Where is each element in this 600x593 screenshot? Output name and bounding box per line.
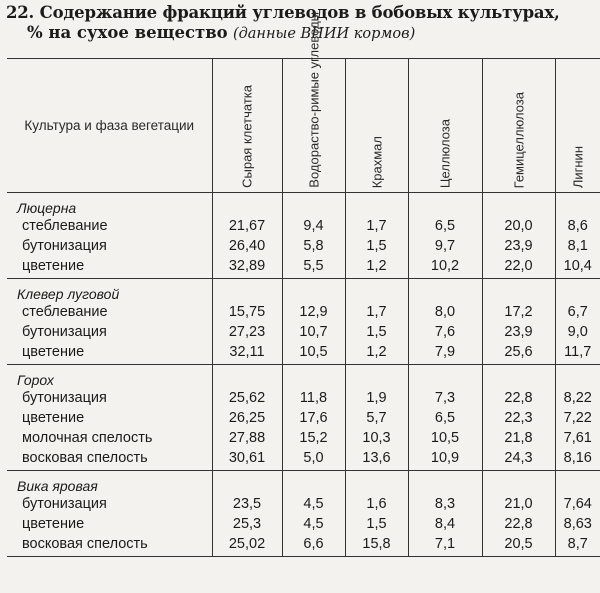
value-cell: 15,8 (345, 534, 408, 557)
table-body (7, 193, 600, 557)
value-cell: 9,7 (408, 236, 482, 256)
table-row (7, 408, 600, 428)
value-cell: 4,5 (282, 494, 345, 514)
value-cell: 26,25 (212, 408, 282, 428)
value-cell: 26,40 (212, 236, 282, 256)
header-crude-fiber: Сырая клетчатка (239, 85, 255, 188)
value-cell: 22,8 (482, 388, 555, 408)
value-cell: 8,3 (408, 494, 482, 514)
value-cell: 15,2 (282, 428, 345, 448)
group-name: Клевер луговой (17, 286, 120, 302)
header-crop-phase: Культура и фаза вегетации (7, 59, 212, 193)
value-cell: 8,22 (555, 388, 600, 408)
caption-source: (данные ВНИИ кормов) (232, 26, 416, 42)
value-cell: 13,6 (345, 448, 408, 471)
table-row (7, 388, 600, 408)
value-cell: 10,7 (282, 322, 345, 342)
value-cell: 10,5 (408, 428, 482, 448)
header-cell (555, 59, 600, 193)
table-row (7, 534, 600, 557)
value-cell: 27,23 (212, 322, 282, 342)
value-cell: 22,0 (482, 256, 555, 279)
phase-cell: восковая спелость (7, 448, 212, 471)
phase-cell: бутонизация (22, 238, 107, 254)
value-cell: 24,3 (482, 448, 555, 471)
value-cell: 20,5 (482, 534, 555, 557)
value-cell: 21,8 (482, 428, 555, 448)
group-name: Люцерна (17, 200, 77, 216)
group-row (7, 365, 600, 389)
value-cell: 1,7 (345, 216, 408, 236)
value-cell: 10,4 (555, 256, 600, 279)
header-hemicellulose: Гемицеллюлоза (511, 91, 526, 188)
caption-unit: % на сухое вещество (27, 23, 228, 42)
table-row (7, 342, 600, 365)
value-cell: 22,3 (482, 408, 555, 428)
value-cell: 17,2 (482, 302, 555, 322)
value-cell: 21,0 (482, 494, 555, 514)
header-cell (408, 59, 482, 193)
table-row (7, 322, 600, 342)
table-row (7, 428, 600, 448)
phase-cell: бутонизация (22, 496, 107, 512)
value-cell: 8,0 (408, 302, 482, 322)
table-row (7, 448, 600, 471)
phase-cell: стеблевание (22, 218, 108, 234)
value-cell: 23,5 (212, 494, 282, 514)
phase-cell: восковая спелость (7, 534, 212, 557)
value-cell: 17,6 (282, 408, 345, 428)
value-cell: 25,62 (212, 388, 282, 408)
value-cell: 15,75 (212, 302, 282, 322)
value-cell: 30,61 (212, 448, 282, 471)
value-cell: 8,63 (555, 514, 600, 534)
value-cell: 7,1 (408, 534, 482, 557)
value-cell: 22,8 (482, 514, 555, 534)
value-cell: 9,4 (282, 216, 345, 236)
value-cell: 12,9 (282, 302, 345, 322)
value-cell: 25,3 (212, 514, 282, 534)
header-cell (212, 59, 282, 193)
header-cell (282, 12, 345, 193)
table-row (7, 494, 600, 514)
table-row (7, 256, 600, 279)
value-cell: 10,2 (408, 256, 482, 279)
value-cell: 5,8 (282, 236, 345, 256)
value-cell: 1,9 (345, 388, 408, 408)
value-cell: 32,89 (212, 256, 282, 279)
value-cell: 23,9 (482, 236, 555, 256)
group-name: Горох (17, 372, 54, 388)
value-cell: 8,16 (555, 448, 600, 471)
table-row (7, 302, 600, 322)
group-name: Вика яровая (17, 478, 98, 494)
value-cell: 11,7 (555, 342, 600, 365)
value-cell: 7,22 (555, 408, 600, 428)
value-cell: 5,5 (282, 256, 345, 279)
value-cell: 7,3 (408, 388, 482, 408)
group-row (7, 279, 600, 303)
header-cell (345, 59, 408, 193)
value-cell: 6,6 (282, 534, 345, 557)
value-cell: 1,6 (345, 494, 408, 514)
value-cell: 6,5 (408, 216, 482, 236)
value-cell: 7,64 (555, 494, 600, 514)
value-cell: 8,1 (555, 236, 600, 256)
value-cell: 4,5 (282, 514, 345, 534)
table-caption (6, 3, 596, 44)
header-cellulose: Целлюлоза (437, 118, 453, 188)
phase-cell: стеблевание (22, 304, 108, 320)
header-lignin: Лигнин (570, 145, 586, 188)
table-row (7, 514, 600, 534)
phase-cell: молочная спелость (22, 430, 153, 446)
value-cell: 20,0 (482, 216, 555, 236)
value-cell: 1,5 (345, 514, 408, 534)
value-cell: 8,4 (408, 514, 482, 534)
value-cell: 8,7 (555, 534, 600, 557)
value-cell: 6,7 (555, 302, 600, 322)
value-cell: 11,8 (282, 388, 345, 408)
value-cell: 25,6 (482, 342, 555, 365)
caption-line-1: 22. Содержание фракций углеводов в бобовых культурах, (6, 3, 560, 22)
value-cell: 1,5 (345, 322, 408, 342)
value-cell: 10,9 (408, 448, 482, 471)
value-cell: 9,0 (555, 322, 600, 342)
caption-line-2 (6, 23, 596, 44)
group-row (7, 193, 600, 217)
value-cell: 7,6 (408, 322, 482, 342)
value-cell: 21,67 (212, 216, 282, 236)
phase-cell: цветение (7, 342, 212, 365)
value-cell: 1,7 (345, 302, 408, 322)
phase-cell: цветение (22, 410, 85, 426)
value-cell: 7,61 (555, 428, 600, 448)
phase-cell: бутонизация (22, 390, 107, 406)
table-row (7, 216, 600, 236)
value-cell: 5,0 (282, 448, 345, 471)
phase-cell: цветение (7, 256, 212, 279)
phase-cell: бутонизация (22, 324, 107, 340)
phase-cell: цветение (22, 516, 85, 532)
value-cell: 1,2 (345, 342, 408, 365)
value-cell: 32,11 (212, 342, 282, 365)
value-cell: 27,88 (212, 428, 282, 448)
value-cell: 6,5 (408, 408, 482, 428)
value-cell: 7,9 (408, 342, 482, 365)
header-cell (482, 59, 555, 193)
header-starch: Крахмал (369, 135, 384, 188)
value-cell: 8,6 (555, 216, 600, 236)
value-cell: 25,02 (212, 534, 282, 557)
group-row (7, 471, 600, 495)
header-water-soluble: Водораство-римые углеводы (306, 12, 321, 188)
value-cell: 10,5 (282, 342, 345, 365)
value-cell: 1,5 (345, 236, 408, 256)
value-cell: 23,9 (482, 322, 555, 342)
value-cell: 10,3 (345, 428, 408, 448)
value-cell: 5,7 (345, 408, 408, 428)
table-row (7, 236, 600, 256)
value-cell: 1,2 (345, 256, 408, 279)
header-row (7, 59, 600, 193)
